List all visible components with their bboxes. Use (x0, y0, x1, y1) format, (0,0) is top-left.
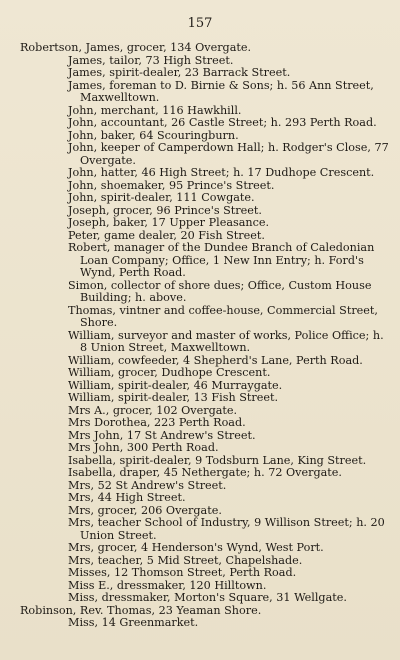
directory-entry: John, merchant, 116 Hawkhill. (68, 103, 242, 117)
directory-entry: James, foreman to D. Birnie & Sons; h. 56 Ann Street, Maxwelltown. (68, 78, 374, 104)
directory-entry: Simon, collector of shore dues; Office, Custom House Building; h. above. (68, 278, 372, 304)
directory-entry: Mrs, teacher, 5 Mid Street, Chapelshade. (68, 553, 303, 567)
directory-entry: Mrs A., grocer, 102 Overgate. (68, 403, 238, 417)
directory-entry: Mrs Dorothea, 223 Perth Road. (68, 416, 246, 429)
directory-entry: Mrs, grocer, 206 Overgate. (68, 503, 222, 517)
directory-entry: Mrs, grocer, 4 Henderson's Wynd, West Port. (68, 541, 324, 554)
directory-entries (20, 42, 390, 630)
directory-entry: Miss E., dressmaker, 120 Hilltown. (68, 578, 267, 592)
directory-entry: Joseph, grocer, 96 Prince's Street. (68, 203, 262, 217)
directory-entry: Joseph, baker, 17 Upper Pleasance. (68, 216, 270, 229)
directory-entry: Mrs, 44 High Street. (68, 491, 186, 504)
directory-entry: William, spirit-dealer, 13 Fish Street. (68, 391, 279, 404)
directory-entry: William, cowfeeder, 4 Shepherd's Lane, Perth Road. (68, 353, 363, 367)
directory-entry: Thomas, vintner and coffee-house, Commercial Street, Shore. (68, 303, 378, 329)
directory-entry: John, keeper of Camperdown Hall; h. Rodger's Close, 77 Overgate. (68, 141, 389, 167)
directory-entry: John, spirit-dealer, 111 Cowgate. (68, 191, 255, 204)
directory-entry: Isabella, draper, 45 Nethergate; h. 72 Overgate. (68, 466, 342, 479)
page-number: 157 (187, 16, 213, 31)
directory-entry: Isabella, spirit-dealer, 9 Todsburn Lane, King Street. (68, 453, 367, 467)
directory-entry: John, shoemaker, 95 Prince's Street. (68, 178, 275, 192)
directory-entry: Robert, manager of the Dundee Branch of Caledonian Loan Company; Office, 1 New Inn Entry; h. Ford's Wynd, Perth Road. (68, 241, 375, 279)
directory-entry: John, accountant, 26 Castle Street; h. 293 Perth Road. (68, 116, 377, 129)
directory-entry: William, surveyor and master of works, Police Office; h. 8 Union Street, Maxwelltown. (68, 328, 384, 354)
directory-entry: Mrs John, 300 Perth Road. (68, 441, 219, 454)
directory-entry: Mrs, teacher School of Industry, 9 Willison Street; h. 20 Union Street. (68, 516, 385, 542)
directory-entry: Peter, game dealer, 20 Fish Street. (68, 228, 265, 242)
directory-entry-surname: Robertson, James, grocer, 134 Overgate. (20, 41, 252, 54)
directory-entry: Mrs, 52 St Andrew's Street. (68, 478, 227, 492)
directory-entry: John, baker, 64 Scouringburn. (68, 128, 239, 142)
directory-entry: John, hatter, 46 High Street; h. 17 Dudhope Crescent. (68, 166, 375, 179)
directory-entry: William, grocer, Dudhope Crescent. (68, 366, 271, 379)
directory-entry-surname: Robinson, Rev. Thomas, 23 Yeaman Shore. (20, 603, 262, 617)
directory-entry: Mrs John, 17 St Andrew's Street. (68, 428, 256, 442)
directory-entry: William, spirit-dealer, 46 Murraygate. (68, 378, 283, 392)
directory-entry: James, tailor, 73 High Street. (68, 53, 234, 67)
directory-entry: Miss, 14 Greenmarket. (68, 616, 199, 629)
directory-entry: Miss, dressmaker, Morton's Square, 31 Wellgate. (68, 591, 347, 604)
directory-entry: Misses, 12 Thomson Street, Perth Road. (68, 566, 297, 579)
directory-entry: James, spirit-dealer, 23 Barrack Street. (68, 66, 291, 79)
